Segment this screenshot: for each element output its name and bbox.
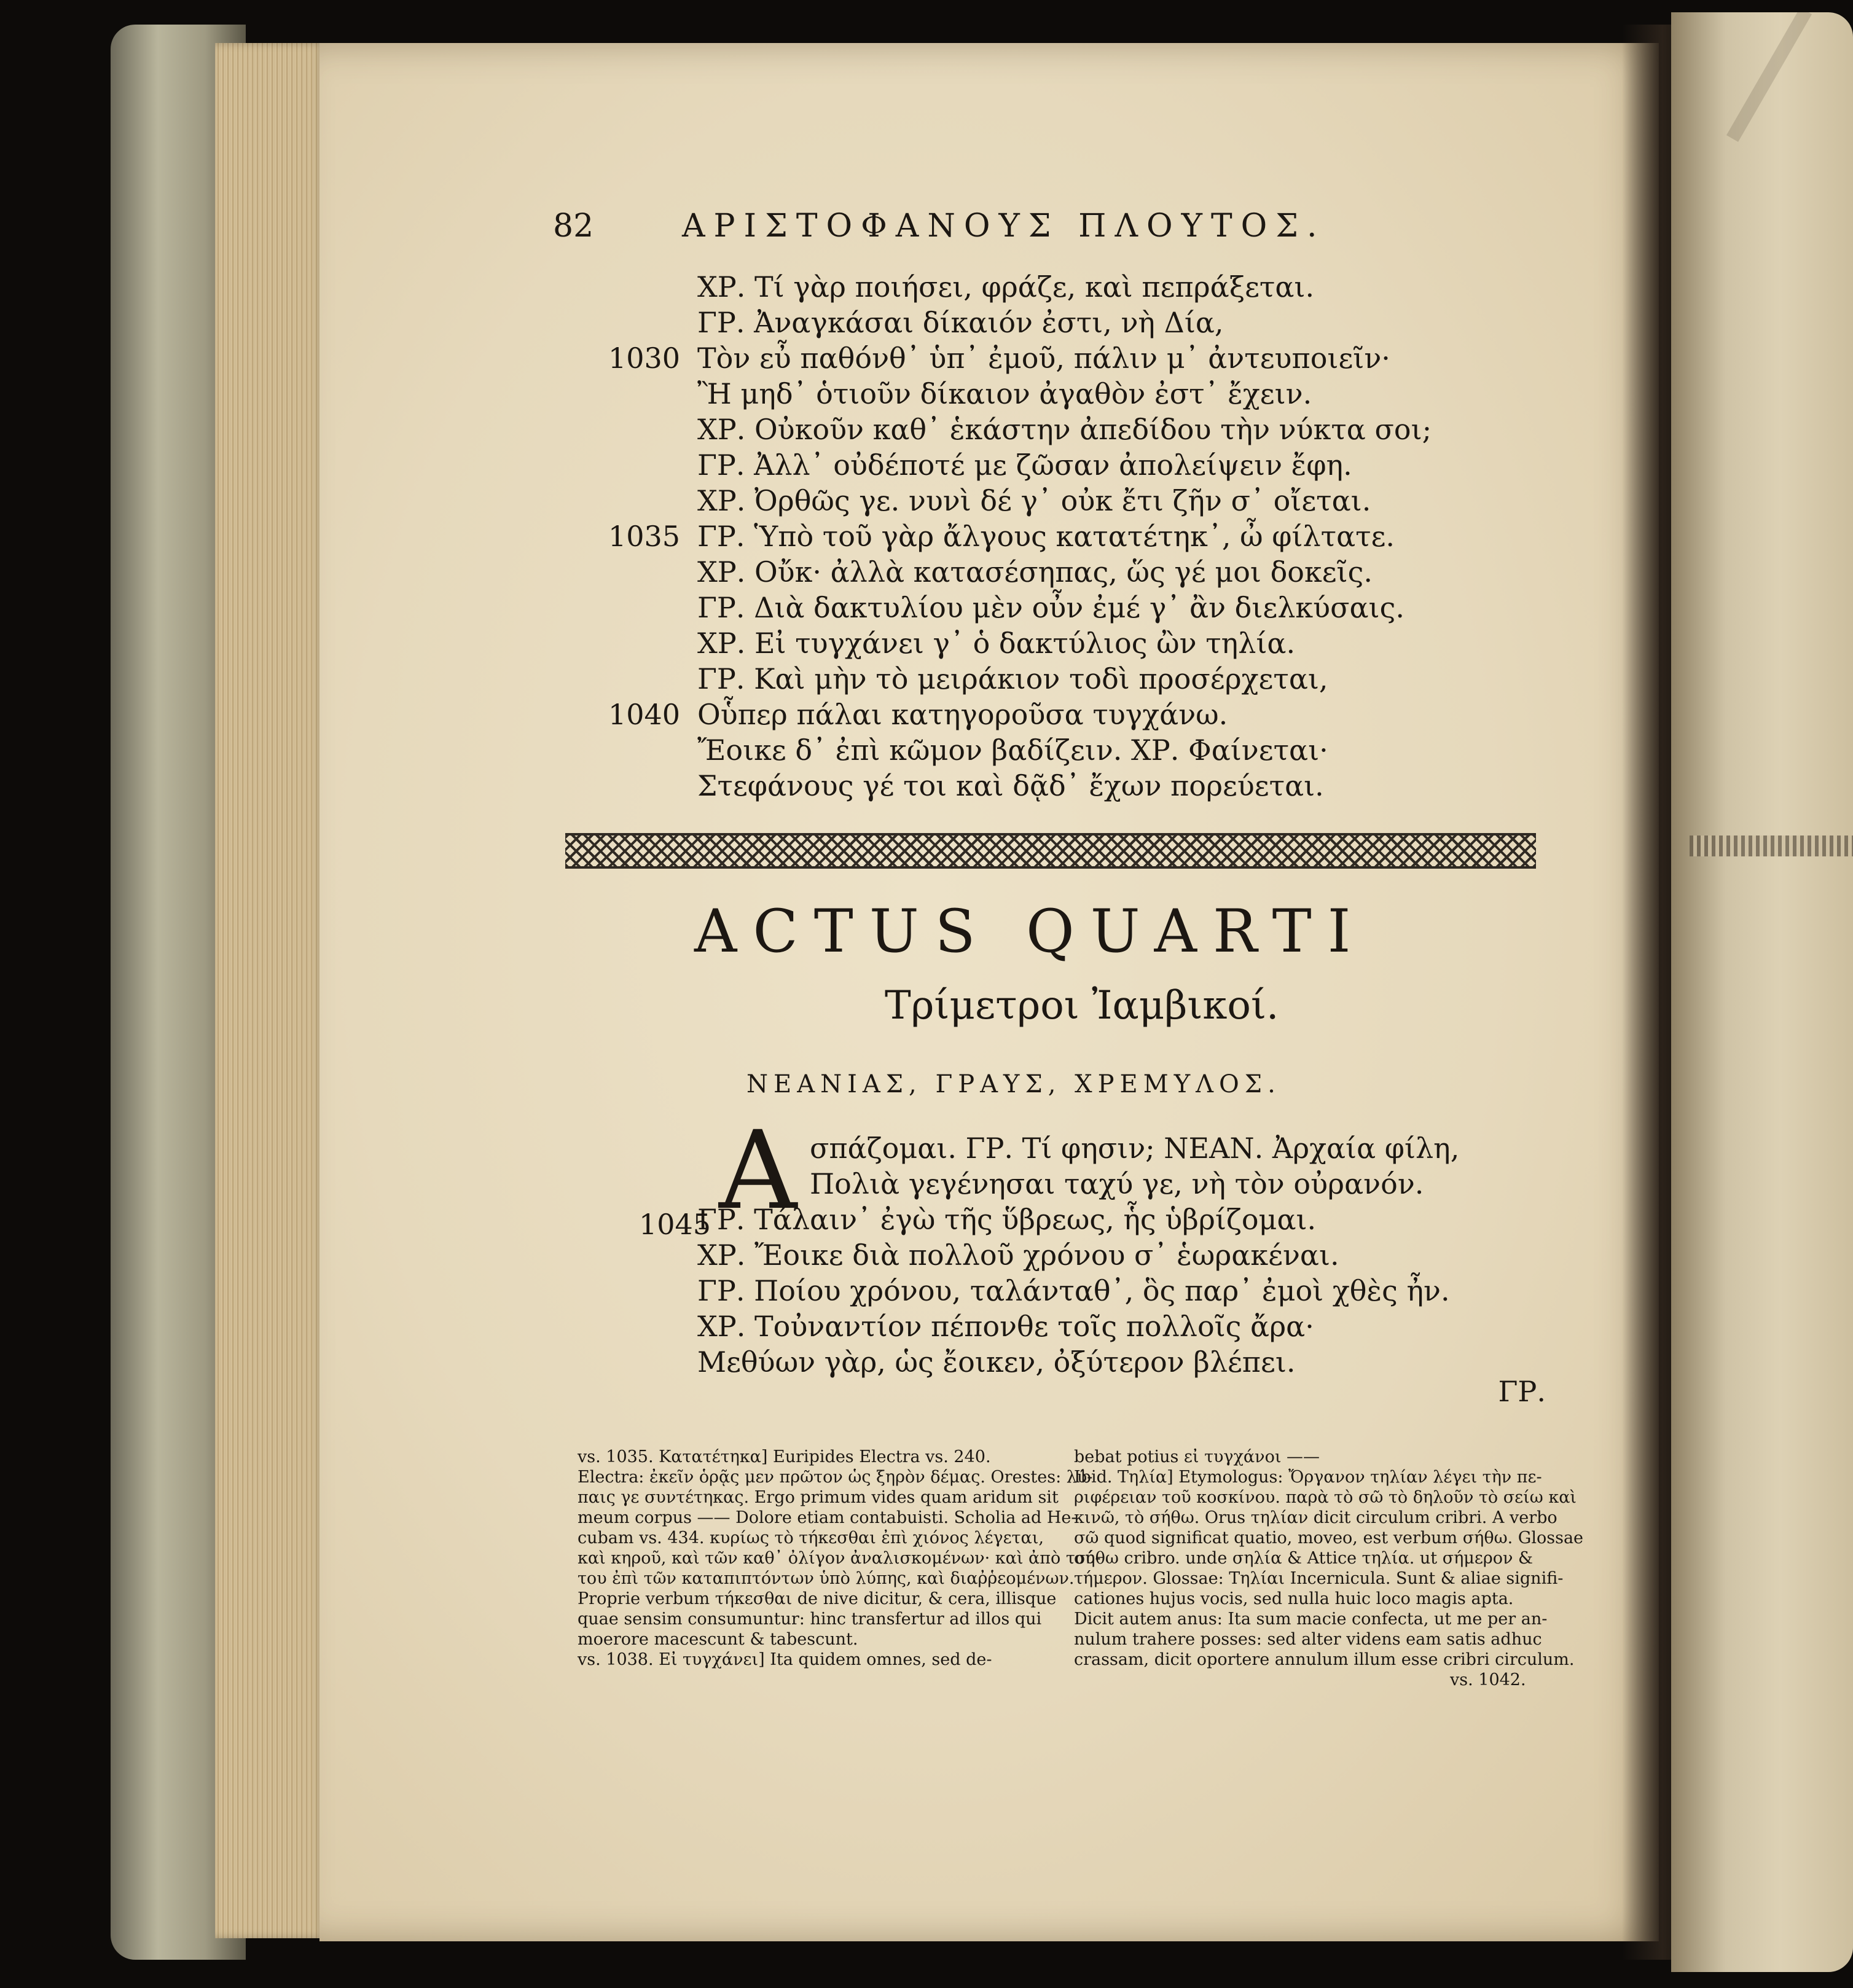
verse-line: ΧΡ. Οὔκ· ἀλλὰ κατασέσηπας, ὥς γέ μοι δοκεῖς. bbox=[697, 555, 1373, 589]
footnote-line: meum corpus —— Dolore etiam contabuisti. Scholia ad He- bbox=[578, 1508, 1077, 1527]
verse-line: ΧΡ. Εἰ τυγχάνει γ᾽ ὁ δακτύλιος ὢν τηλία. bbox=[697, 627, 1296, 660]
meter-heading: Τρίμετροι Ἰαμβικοί. bbox=[885, 983, 1279, 1028]
footnote-line: καὶ κηροῦ, καὶ τῶν καθ᾽ ὀλίγον ἀναλισκομένων· καὶ ἀπὸ τού- bbox=[578, 1549, 1101, 1568]
footnote-line: cationes hujus vocis, sed nulla huic loco magis apta. bbox=[1074, 1589, 1514, 1608]
verse-line: ΧΡ. Οὐκοῦν καθ᾽ ἑκάστην ἀπεδίδου τὴν νύκτα σοι; bbox=[697, 413, 1432, 446]
verse-line: ΓΡ. Ἀλλ᾽ οὐδέποτέ με ζῶσαν ἀπολείψειν ἔφη. bbox=[697, 448, 1352, 482]
verse-line: ΓΡ. Τάλαιν᾽ ἐγὼ τῆς ὕβρεως, ἧς ὑβρίζομαι. bbox=[697, 1203, 1317, 1236]
verse-line: Οὗπερ πάλαι κατηγοροῦσα τυγχάνω. bbox=[697, 698, 1228, 731]
verse-line: ΓΡ. Διὰ δακτυλίου μὲν οὖν ἐμέ γ᾽ ἂν διελκύσαις. bbox=[697, 591, 1404, 624]
facing-page-text-shadow bbox=[1726, 12, 1812, 142]
line-number: 1030 bbox=[608, 342, 681, 375]
footnote-line: παις γε συντέτηκας. Ergo primum vides quam aridum sit bbox=[578, 1488, 1059, 1507]
footnote-line: σήθω cribro. unde σηλία & Attice τηλία. ut σήμερον & bbox=[1074, 1549, 1533, 1568]
verse-line: ΧΡ. Ὀρθῶς γε. νυνὶ δέ γ᾽ οὐκ ἔτι ζῆν σ᾽ οἴεται. bbox=[697, 484, 1371, 517]
verse-line: Πολιὰ γεγένησαι ταχύ γε, νὴ τὸν οὐρανόν. bbox=[810, 1167, 1424, 1200]
verse-line: ΧΡ. Τί γὰρ ποιήσει, φράζε, καὶ πεπράξεται. bbox=[697, 270, 1315, 303]
verse-line: ΧΡ. Ἔοικε διὰ πολλοῦ χρόνου σ᾽ ἑωρακέναι. bbox=[697, 1239, 1339, 1272]
line-number: 1035 bbox=[608, 520, 681, 553]
ornamental-band bbox=[565, 833, 1536, 869]
facing-page-ornament bbox=[1690, 836, 1853, 856]
verse-line: ΓΡ. Ὑπὸ τοῦ γὰρ ἄλγους κατατέτηκ᾽, ὦ φίλτατε. bbox=[697, 520, 1395, 553]
verse-line: ΧΡ. Τοὐναντίον πέπονθε τοῖς πολλοῖς ἄρα· bbox=[697, 1310, 1314, 1343]
page-number: 82 bbox=[553, 208, 594, 245]
verse-line: Τὸν εὖ παθόνθ᾽ ὑπ᾽ ἐμοῦ, πάλιν μ᾽ ἀντευποιεῖν· bbox=[697, 342, 1390, 375]
footnote-line: του ἐπὶ τῶν καταπιπτόντων ὑπὸ λύπης, καὶ διαῤῥεομένων. bbox=[578, 1569, 1075, 1588]
footnote-line: Ibid. Τηλία] Etymologus: Ὄργανον τηλίαν λέγει τὴν πε- bbox=[1074, 1468, 1542, 1487]
footnote-line: vs. 1042. bbox=[1450, 1670, 1526, 1689]
dramatis-personae: ΝΕΑΝΙΑΣ, ΓΡΑΥΣ, ΧΡΕΜΥΛΟΣ. bbox=[746, 1070, 1281, 1098]
footnote-line: vs. 1035. Κατατέτηκα] Euripides Electra vs. 240. bbox=[578, 1447, 991, 1466]
footnote-line: Electra: ἐκεῖν ὁρᾷς μεν πρῶτον ὡς ξηρὸν δέμας. Orestes: λύ- bbox=[578, 1468, 1093, 1487]
verse-line: ΓΡ. Ποίου χρόνου, ταλάνταθ᾽, ὃς παρ᾽ ἐμοὶ χθὲς ἦν. bbox=[697, 1274, 1450, 1307]
act-title: ACTUS QUARTI bbox=[694, 897, 1367, 966]
footnote-line: vs. 1038. Εἰ τυγχάνει] Ita quidem omnes, sed de- bbox=[578, 1650, 992, 1669]
verse-line: σπάζομαι. ΓΡ. Τί φησιν; ΝΕΑΝ. Ἀρχαία φίλη, bbox=[810, 1132, 1460, 1165]
drop-cap: A bbox=[719, 1108, 797, 1234]
footnote-line: cubam vs. 434. κυρίως τὸ τήκεσθαι ἐπὶ χιόνος λέγεται, bbox=[578, 1528, 1044, 1548]
page-block-edge bbox=[215, 43, 326, 1938]
verse-line: Ἢ μηδ᾽ ὁτιοῦν δίκαιον ἀγαθὸν ἐστ᾽ ἔχειν. bbox=[697, 377, 1312, 410]
footnote-line: σῶ quod significat quatio, moveo, est verbum σήθω. Glossae bbox=[1074, 1528, 1584, 1548]
footnote-line: Proprie verbum τήκεσθαι de nive dicitur, & cera, illisque bbox=[578, 1589, 1057, 1608]
line-number: 1040 bbox=[608, 698, 681, 731]
footnote-line: nulum trahere posses: sed alter videns eam satis adhuc bbox=[1074, 1630, 1542, 1649]
verse-line: ΓΡ. Ἀναγκάσαι δίκαιόν ἐστι, νὴ Δία, bbox=[697, 306, 1224, 339]
footnote-line: quae sensim consumuntur: hinc transfertur ad illos qui bbox=[578, 1610, 1042, 1629]
verse-line: Ἔοικε δ᾽ ἐπὶ κῶμον βαδίζειν. ΧΡ. Φαίνεται· bbox=[697, 734, 1328, 767]
verse-line: Στεφάνους γέ τοι καὶ δᾷδ᾽ ἔχων πορεύεται. bbox=[697, 769, 1324, 802]
footnote-line: τήμερον. Glossae: Τηλίαι Incernicula. Sunt & aliae signifi- bbox=[1074, 1569, 1564, 1588]
facing-page bbox=[1671, 12, 1853, 1972]
verse-line: ΓΡ. Καὶ μὴν τὸ μειράκιον τοδὶ προσέρχεται, bbox=[697, 662, 1328, 695]
footnote-line: Dicit autem anus: Ita sum macie confecta, ut me per an- bbox=[1074, 1610, 1548, 1629]
running-head: ΑΡΙΣΤΟΦΑΝΟΥΣ ΠΛΟΥΤΟΣ. bbox=[682, 208, 1326, 245]
catchword: ΓΡ. bbox=[1498, 1375, 1546, 1408]
footnote-line: moerore macescunt & tabescunt. bbox=[578, 1630, 858, 1649]
verse-line: Μεθύων γὰρ, ὡς ἔοικεν, ὀξύτερον βλέπει. bbox=[697, 1345, 1296, 1379]
footnote-line: κινῶ, τὸ σήθω. Orus τηλίαν dicit circulum cribri. A verbo bbox=[1074, 1508, 1557, 1527]
footnote-line: crassam, dicit oportere annulum illum esse cribri circulum. bbox=[1074, 1650, 1575, 1669]
line-number: 1045 bbox=[639, 1208, 711, 1241]
footnote-line: ριφέρειαν τοῦ κοσκίνου. παρὰ τὸ σῶ τὸ δηλοῦν τὸ σείω καὶ bbox=[1074, 1488, 1577, 1507]
footnote-line: bebat potius εἰ τυγχάνοι —— bbox=[1074, 1447, 1320, 1466]
